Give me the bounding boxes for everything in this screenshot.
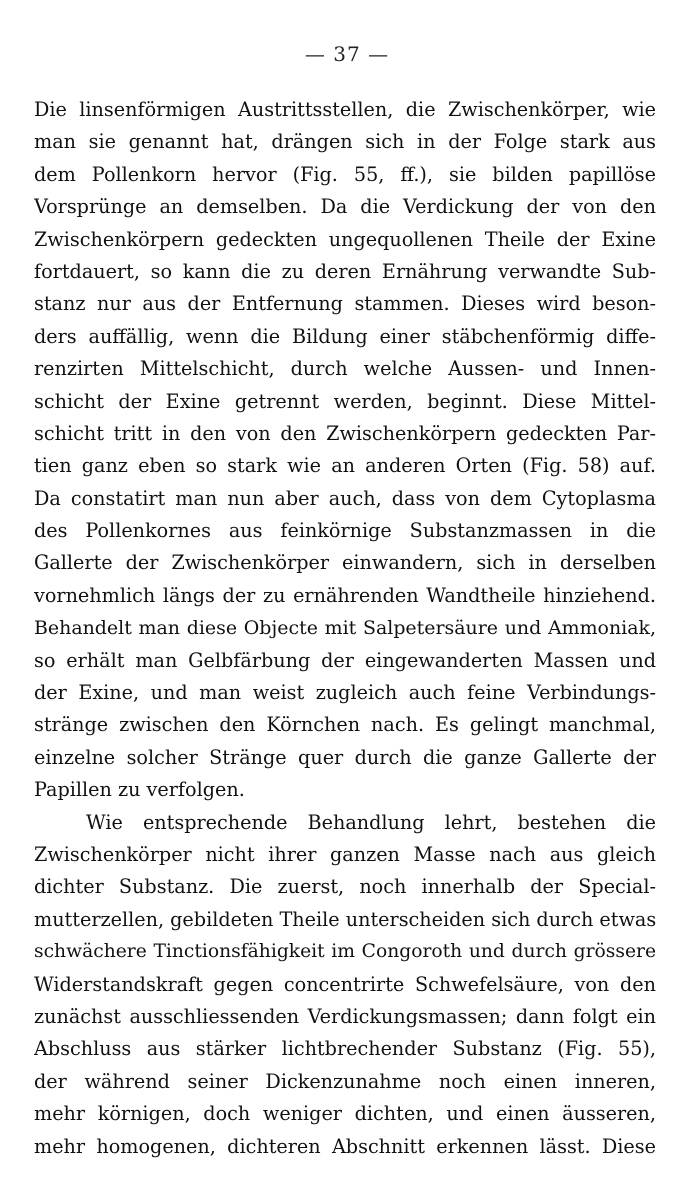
text-line: Zwischenkörpern gedeckten ungequollenen Theile der Exine <box>34 227 656 251</box>
text-line: Vorsprünge an demselben. Da die Verdickung der von den <box>34 195 656 219</box>
text-line: einzelne solcher Stränge quer durch die ganze Gallerte der <box>34 745 656 769</box>
text-line: stränge zwischen den Körnchen nach. Es gelingt manchmal, <box>34 713 656 737</box>
body-text <box>34 94 656 1163</box>
text-line: der Exine, und man weist zugleich auch feine Verbindungs- <box>34 681 656 705</box>
text-line: Behandelt man diese Objecte mit Salpetersäure und Ammoniak, <box>34 617 656 640</box>
text-line: renzirten Mittelschicht, durch welche Aussen- und Innen- <box>34 357 656 381</box>
text-line: Wie entsprechende Behandlung lehrt, bestehen die <box>86 810 656 834</box>
text-line: vornehmlich längs der zu ernährenden Wandtheile hinziehend. <box>34 583 656 607</box>
text-line: dem Pollenkorn hervor (Fig. 55, ff.), sie bilden papillöse <box>34 162 656 186</box>
text-line: mehr homogenen, dichteren Abschnitt erkennen lässt. Diese <box>34 1134 656 1158</box>
text-line: Abschluss aus stärker lichtbrechender Substanz (Fig. 55), <box>34 1037 656 1061</box>
text-line: Gallerte der Zwischenkörper einwandern, sich in derselben <box>34 551 656 575</box>
text-line: schicht der Exine getrennt werden, beginnt. Diese Mittel- <box>34 389 656 413</box>
text-line: ders auffällig, wenn die Bildung einer stäbchenförmig diffe- <box>34 324 656 348</box>
text-line: zunächst ausschliessenden Verdickungsmassen; dann folgt ein <box>34 1004 656 1028</box>
page-number: — 37 — <box>304 42 390 66</box>
text-line: der während seiner Dickenzunahme noch einen inneren, <box>34 1069 656 1093</box>
text-line: mutterzellen, gebildeten Theile unterscheiden sich durch etwas <box>34 907 656 931</box>
text-line: Die linsenförmigen Austrittsstellen, die Zwischenkörper, wie <box>34 98 656 121</box>
text-line: fortdauert, so kann die zu deren Ernährung verwandte Sub- <box>34 259 656 283</box>
text-line: Zwischenkörper nicht ihrer ganzen Masse nach aus gleich <box>34 842 656 866</box>
text-line: schwächere Tinctionsfähigkeit im Congoroth und durch grössere <box>34 941 656 963</box>
text-line: Papillen zu verfolgen. <box>34 778 245 802</box>
text-line: Widerstandskraft gegen concentrirte Schwefelsäure, von den <box>34 972 656 996</box>
text-line: stanz nur aus der Entfernung stammen. Dieses wird beson- <box>34 292 656 316</box>
text-line: tien ganz eben so stark wie an anderen Orten (Fig. 58) auf. <box>34 454 656 478</box>
text-line: man sie genannt hat, drängen sich in der Folge stark aus <box>34 130 656 154</box>
text-line: schicht tritt in den von den Zwischenkörpern gedeckten Par- <box>34 421 656 445</box>
text-line: mehr körnigen, doch weniger dichten, und einen äusseren, <box>34 1102 656 1126</box>
text-line: des Pollenkornes aus feinkörnige Substanzmassen in die <box>34 519 656 543</box>
text-line: Da constatirt man nun aber auch, dass von dem Cytoplasma <box>34 486 656 510</box>
text-line: so erhält man Gelbfärbung der eingewanderten Massen und <box>34 648 656 672</box>
text-line: dichter Substanz. Die zuerst, noch innerhalb der Special- <box>34 875 656 899</box>
